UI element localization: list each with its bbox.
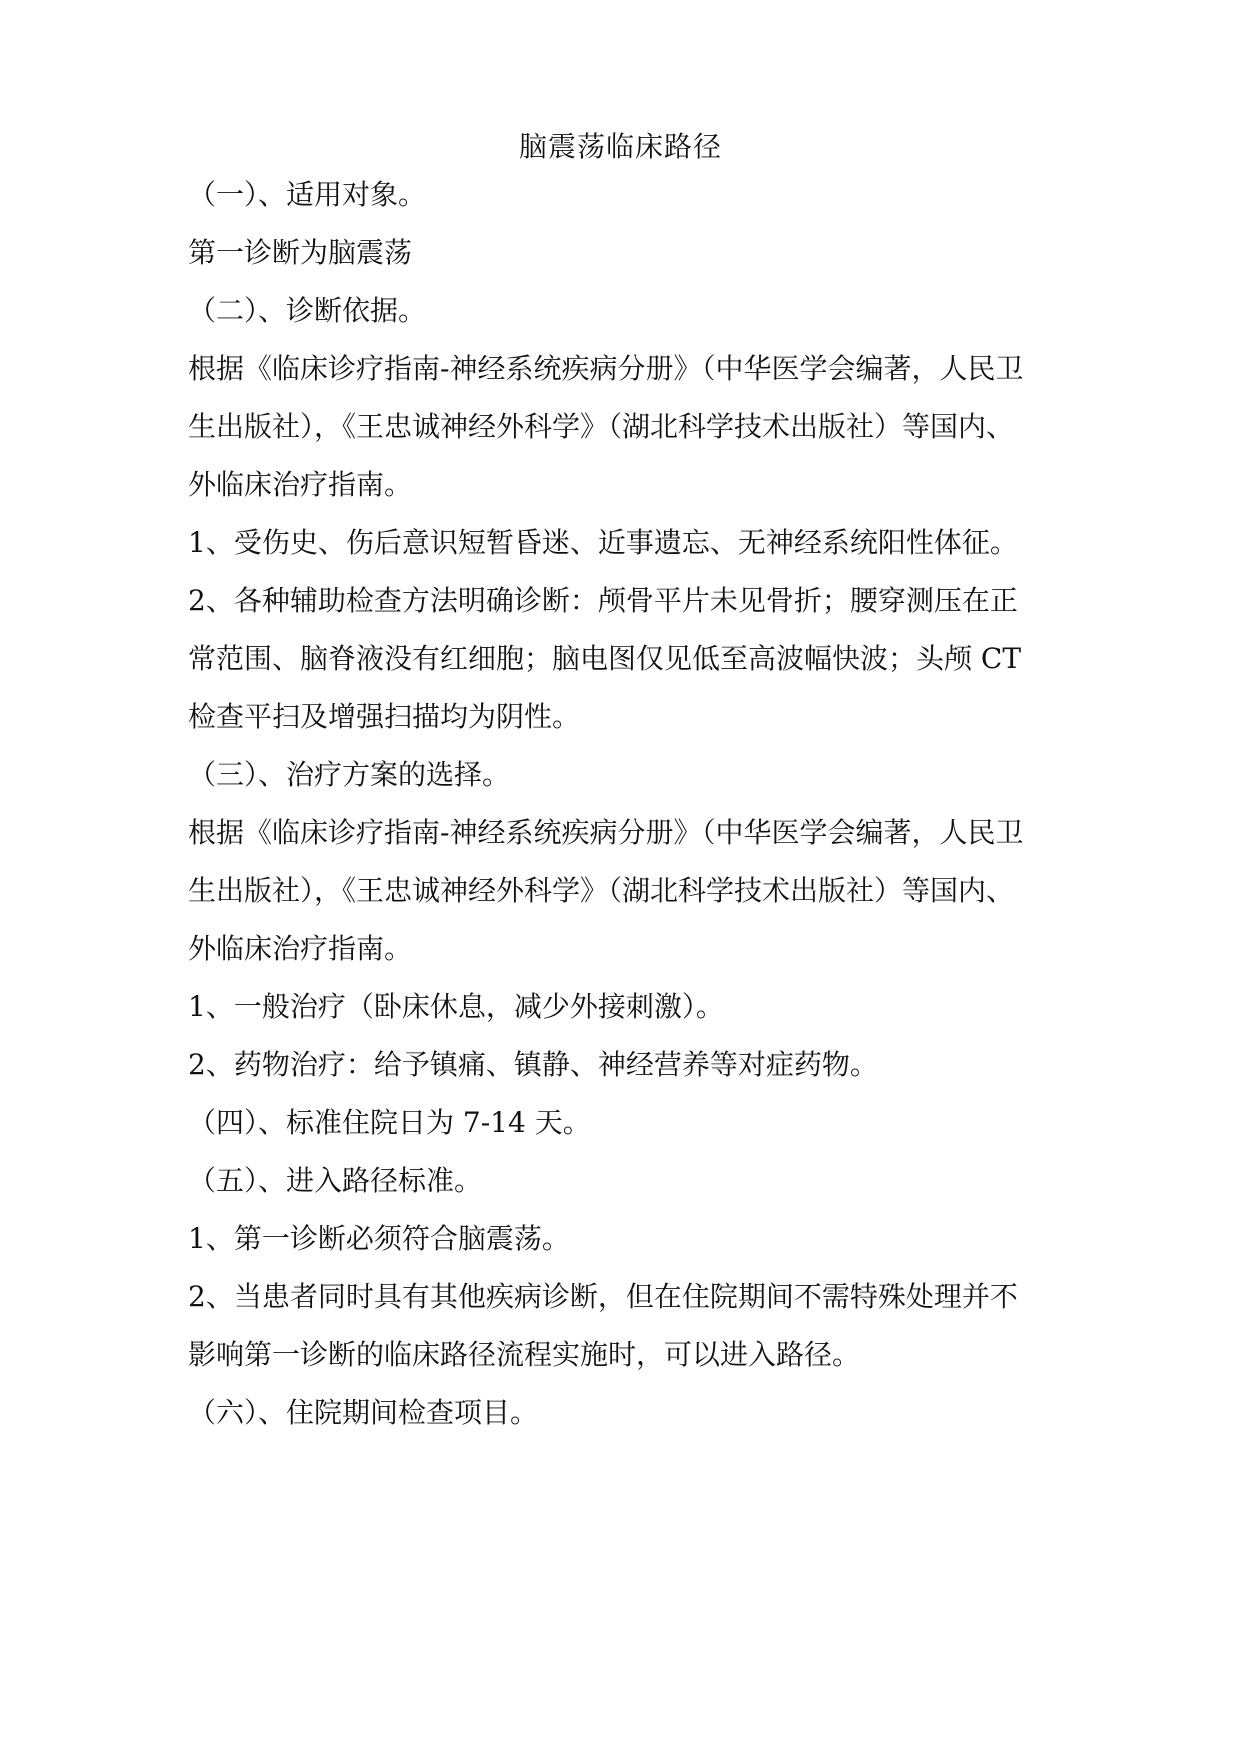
section-heading-4: （四）、标准住院日为 7-14 天。 — [188, 1106, 591, 1139]
section-heading-2: （二）、诊断依据。 — [188, 294, 427, 327]
section-heading-3: （三）、治疗方案的选择。 — [188, 758, 511, 791]
list-item: 2、药物治疗：给予镇痛、镇静、神经营养等对症药物。 — [188, 1048, 878, 1081]
paragraph-line: 常范围、脑脊液没有红细胞；脑电图仅见低至高波幅快波；头颅 CT — [188, 642, 1022, 675]
paragraph-line: 生出版社），《王忠诚神经外科学》（湖北科学技术出版社）等国内、 — [188, 410, 1015, 443]
list-item: 1、受伤史、伤后意识短暂昏迷、近事遗忘、无神经系统阳性体征。 — [188, 526, 1018, 559]
paragraph-line: 外临床治疗指南。 — [188, 468, 413, 501]
paragraph-line: 影响第一诊断的临床路径流程实施时，可以进入路径。 — [188, 1338, 861, 1371]
list-item: 1、一般治疗（卧床休息，减少外接刺激）。 — [188, 990, 724, 1023]
list-item: 2、各种辅助检查方法明确诊断：颅骨平片未见骨折；腰穿测压在正 — [188, 584, 1018, 617]
section-heading-6: （六）、住院期间检查项目。 — [188, 1396, 539, 1429]
paragraph-line: 检查平扫及增强扫描均为阴性。 — [188, 700, 581, 733]
document-title: 脑震荡临床路径 — [518, 130, 722, 163]
section-heading-1: （一）、适用对象。 — [188, 178, 427, 211]
paragraph-line: 第一诊断为脑震荡 — [188, 236, 413, 269]
section-heading-5: （五）、进入路径标准。 — [188, 1164, 483, 1197]
list-item: 2、当患者同时具有其他疾病诊断，但在住院期间不需特殊处理并不 — [188, 1280, 1018, 1313]
paragraph-line: 根据《临床诊疗指南-神经系统疾病分册》（中华医学会编著，人民卫 — [188, 352, 1024, 385]
paragraph-line: 生出版社），《王忠诚神经外科学》（湖北科学技术出版社）等国内、 — [188, 874, 1015, 907]
list-item: 1、第一诊断必须符合脑震荡。 — [188, 1222, 570, 1255]
paragraph-line: 根据《临床诊疗指南-神经系统疾病分册》（中华医学会编著，人民卫 — [188, 816, 1024, 849]
paragraph-line: 外临床治疗指南。 — [188, 932, 413, 965]
